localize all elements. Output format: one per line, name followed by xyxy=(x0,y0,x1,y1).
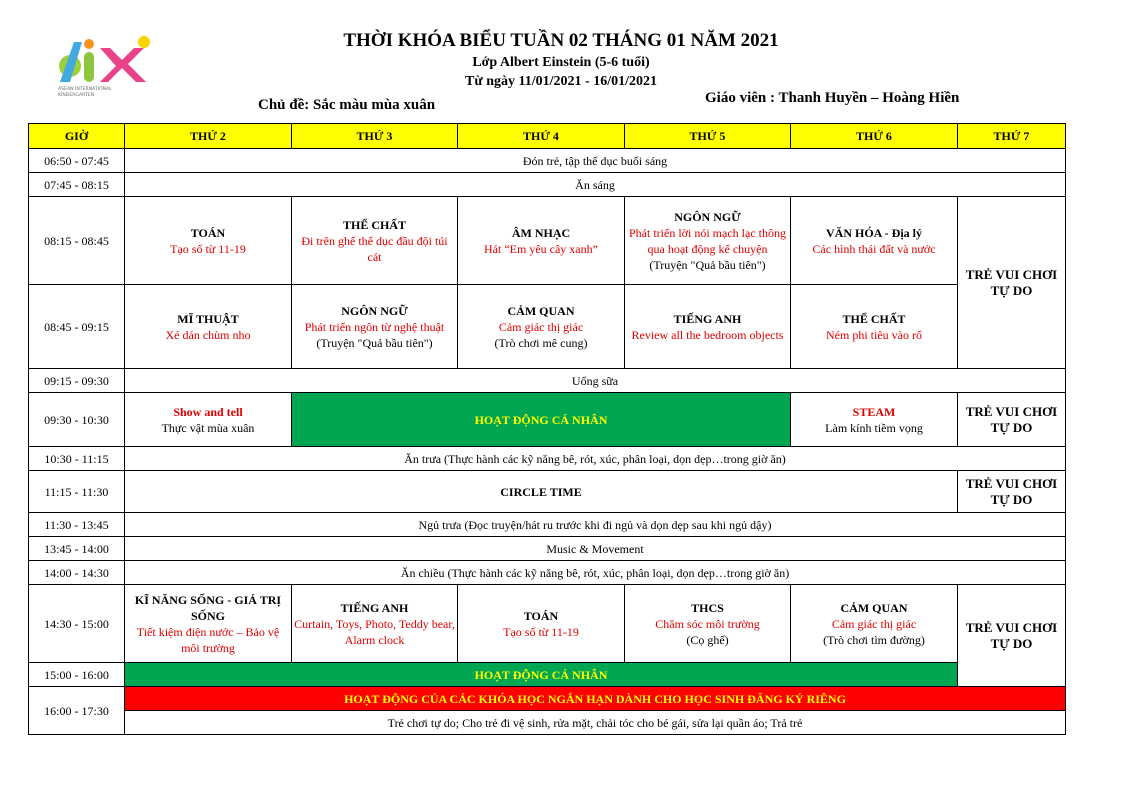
table-row xyxy=(29,561,1066,585)
header-row xyxy=(29,124,1066,149)
activity-cell xyxy=(292,585,458,663)
activity-cell xyxy=(625,285,791,369)
activity-title: Show and tell xyxy=(173,404,243,419)
free-play-cell: TRẺ VUI CHƠI TỰ DO xyxy=(958,585,1066,687)
activity-cell xyxy=(125,285,292,369)
activity-detail: Tạo số từ 11-19 xyxy=(503,624,579,639)
activity-note: (Truyện "Quả bầu tiên") xyxy=(316,335,433,350)
table-row xyxy=(29,197,1066,285)
activity-title: THỂ CHẤT xyxy=(842,311,906,326)
activity-cell xyxy=(791,285,958,369)
activity-cell xyxy=(458,585,625,663)
time-cell: 08:45 - 09:15 xyxy=(29,285,125,369)
activity-detail: Xé dán chùm nho xyxy=(165,327,251,342)
activity-cell xyxy=(292,197,458,285)
activity-cell: Ngủ trưa (Đọc truyện/hát ru trước khi đi ngủ và dọn dẹp sau khi ngủ dậy) xyxy=(125,513,1066,537)
table-row xyxy=(29,369,1066,393)
activity-cell: Music & Movement xyxy=(125,537,1066,561)
table-row xyxy=(29,663,1066,687)
activity-title: CẢM QUAN xyxy=(507,303,575,318)
activity-cell: Uống sữa xyxy=(125,369,1066,393)
activity-detail: Làm kính tiềm vọng xyxy=(825,420,923,435)
time-cell: 09:15 - 09:30 xyxy=(29,369,125,393)
activity-detail: Hát “Em yêu cây xanh” xyxy=(484,241,598,256)
activity-title: VĂN HÓA - Địa lý xyxy=(826,225,922,240)
table-row xyxy=(29,585,1066,663)
topic: Chủ đề: Sắc màu mùa xuân xyxy=(258,97,436,113)
timetable xyxy=(28,123,1066,735)
activity-title: NGÔN NGỮ xyxy=(341,303,408,318)
activity-title: THCS xyxy=(691,600,724,615)
activity-cell xyxy=(625,197,791,285)
activity-cell: Đón trẻ, tập thể dục buổi sáng xyxy=(125,149,1066,173)
activity-detail: Tạo số từ 11-19 xyxy=(170,241,246,256)
table-row xyxy=(29,471,1066,513)
time-cell: 06:50 - 07:45 xyxy=(29,149,125,173)
individual-activity-cell: HOẠT ĐỘNG CÁ NHÂN xyxy=(292,393,791,447)
activity-cell xyxy=(125,393,292,447)
time-cell: 08:15 - 08:45 xyxy=(29,197,125,285)
activity-cell xyxy=(458,285,625,369)
activity-detail: Tiết kiệm điện nước – Bảo vệ môi trường xyxy=(136,624,280,655)
free-play-cell: TRẺ VUI CHƠI TỰ DO xyxy=(958,393,1066,447)
activity-cell xyxy=(791,393,958,447)
activity-detail: Các hình thái đất và nước xyxy=(812,241,936,256)
time-cell: 07:45 - 08:15 xyxy=(29,173,125,197)
activity-detail: Curtain, Toys, Photo, Teddy bear, Alarm clock xyxy=(294,616,455,647)
activity-detail: Thực vật mùa xuân xyxy=(161,420,255,435)
activity-detail: Phát triển ngôn từ nghệ thuật xyxy=(304,319,445,334)
activity-title: TIẾNG ANH xyxy=(340,600,409,615)
activity-detail: Phát triển lời nói mạch lạc thông qua hoạt động kể chuyện xyxy=(629,225,786,256)
activity-title: STEAM xyxy=(852,404,896,419)
activity-title: THỂ CHẤT xyxy=(342,217,406,232)
school-logo xyxy=(56,34,164,98)
activity-title: MĨ THUẬT xyxy=(177,311,239,326)
activity-detail: Ném phi tiêu vào rổ xyxy=(826,327,922,342)
activity-cell: Ăn trưa (Thực hành các kỹ năng bê, rót, xúc, phân loại, dọn dẹp…trong giờ ăn) xyxy=(125,447,1066,471)
activity-title: TOÁN xyxy=(190,225,226,240)
activity-cell xyxy=(125,197,292,285)
time-cell: 13:45 - 14:00 xyxy=(29,537,125,561)
activity-cell xyxy=(125,585,292,663)
activity-note: (Cọ ghế) xyxy=(686,632,729,647)
col-saturday: THỨ 7 xyxy=(958,124,1066,149)
activity-note: (Trò chơi mê cung) xyxy=(494,335,588,350)
table-row xyxy=(29,687,1066,711)
activity-note: (Truyện "Quả bầu tiên") xyxy=(649,257,766,272)
table-row xyxy=(29,537,1066,561)
activity-cell xyxy=(292,285,458,369)
activity-title: ÂM NHẠC xyxy=(511,225,571,240)
activity-cell: Ăn sáng xyxy=(125,173,1066,197)
activity-title: TIẾNG ANH xyxy=(673,311,742,326)
col-monday: THỨ 2 xyxy=(125,124,292,149)
activity-title: TOÁN xyxy=(523,608,559,623)
individual-activity-cell: HOẠT ĐỘNG CÁ NHÂN xyxy=(125,663,958,687)
time-cell: 14:30 - 15:00 xyxy=(29,585,125,663)
time-cell: 15:00 - 16:00 xyxy=(29,663,125,687)
activity-cell: Ăn chiều (Thực hành các kỹ năng bê, rót, xúc, phân loại, dọn dẹp…trong giờ ăn) xyxy=(125,561,1066,585)
activity-cell xyxy=(791,585,958,663)
activity-cell xyxy=(625,585,791,663)
activity-detail: Chăm sóc môi trường xyxy=(655,616,760,631)
col-wednesday: THỨ 4 xyxy=(458,124,625,149)
table-row xyxy=(29,711,1066,735)
activity-title: KĨ NĂNG SỐNG - GIÁ TRỊ SỐNG xyxy=(134,592,282,623)
table-row xyxy=(29,285,1066,369)
activity-cell: Trẻ chơi tự do; Cho trẻ đi vệ sinh, rửa mặt, chải tóc cho bé gái, sửa lại quần áo; Trả trẻ xyxy=(125,711,1066,735)
table-row xyxy=(29,149,1066,173)
col-friday: THỨ 6 xyxy=(791,124,958,149)
schedule-title: THỜI KHÓA BIỂU TUẦN 02 THÁNG 01 NĂM 2021 xyxy=(343,30,779,51)
col-thursday: THỨ 5 xyxy=(625,124,791,149)
date-range: Từ ngày 11/01/2021 - 16/01/2021 xyxy=(465,74,657,89)
free-play-cell: TRẺ VUI CHƠI TỰ DO xyxy=(958,471,1066,513)
time-cell: 16:00 - 17:30 xyxy=(29,687,125,735)
table-row xyxy=(29,447,1066,471)
activity-note: (Trò chơi tìm đường) xyxy=(823,632,925,647)
time-cell: 09:30 - 10:30 xyxy=(29,393,125,447)
time-cell: 14:00 - 14:30 xyxy=(29,561,125,585)
table-row xyxy=(29,513,1066,537)
short-course-banner: HOẠT ĐỘNG CỦA CÁC KHÓA HỌC NGẮN HẠN DÀNH CHO HỌC SINH ĐĂNG KÝ RIÊNG xyxy=(125,687,1066,711)
activity-cell xyxy=(458,197,625,285)
table-row xyxy=(29,393,1066,447)
activity-cell xyxy=(791,197,958,285)
activity-title: CẢM QUAN xyxy=(840,600,908,615)
table-row xyxy=(29,173,1066,197)
activity-detail: Cảm giác thị giác xyxy=(831,616,917,631)
class-name: Lớp Albert Einstein (5-6 tuổi) xyxy=(472,55,650,70)
free-play-cell: TRẺ VUI CHƠI TỰ DO xyxy=(958,197,1066,369)
time-cell: 10:30 - 11:15 xyxy=(29,447,125,471)
logo-caption-line1: ASEAN INTERNATIONAL xyxy=(58,87,112,92)
logo-caption-line2: KINDERGARTEN xyxy=(58,93,95,98)
time-cell: 11:30 - 13:45 xyxy=(29,513,125,537)
teachers: Giáo viên : Thanh Huyền – Hoàng Hiền xyxy=(705,90,960,106)
activity-title: NGÔN NGỮ xyxy=(674,209,741,224)
activity-detail: Đi trên ghế thể dục đầu đội túi cát xyxy=(301,233,448,264)
col-tuesday: THỨ 3 xyxy=(292,124,458,149)
activity-detail: Review all the bedroom objects xyxy=(631,327,784,342)
activity-detail: Cảm giác thị giác xyxy=(498,319,584,334)
time-cell: 11:15 - 11:30 xyxy=(29,471,125,513)
circle-time-cell: CIRCLE TIME xyxy=(125,471,958,513)
col-time: GIỜ xyxy=(29,124,125,149)
